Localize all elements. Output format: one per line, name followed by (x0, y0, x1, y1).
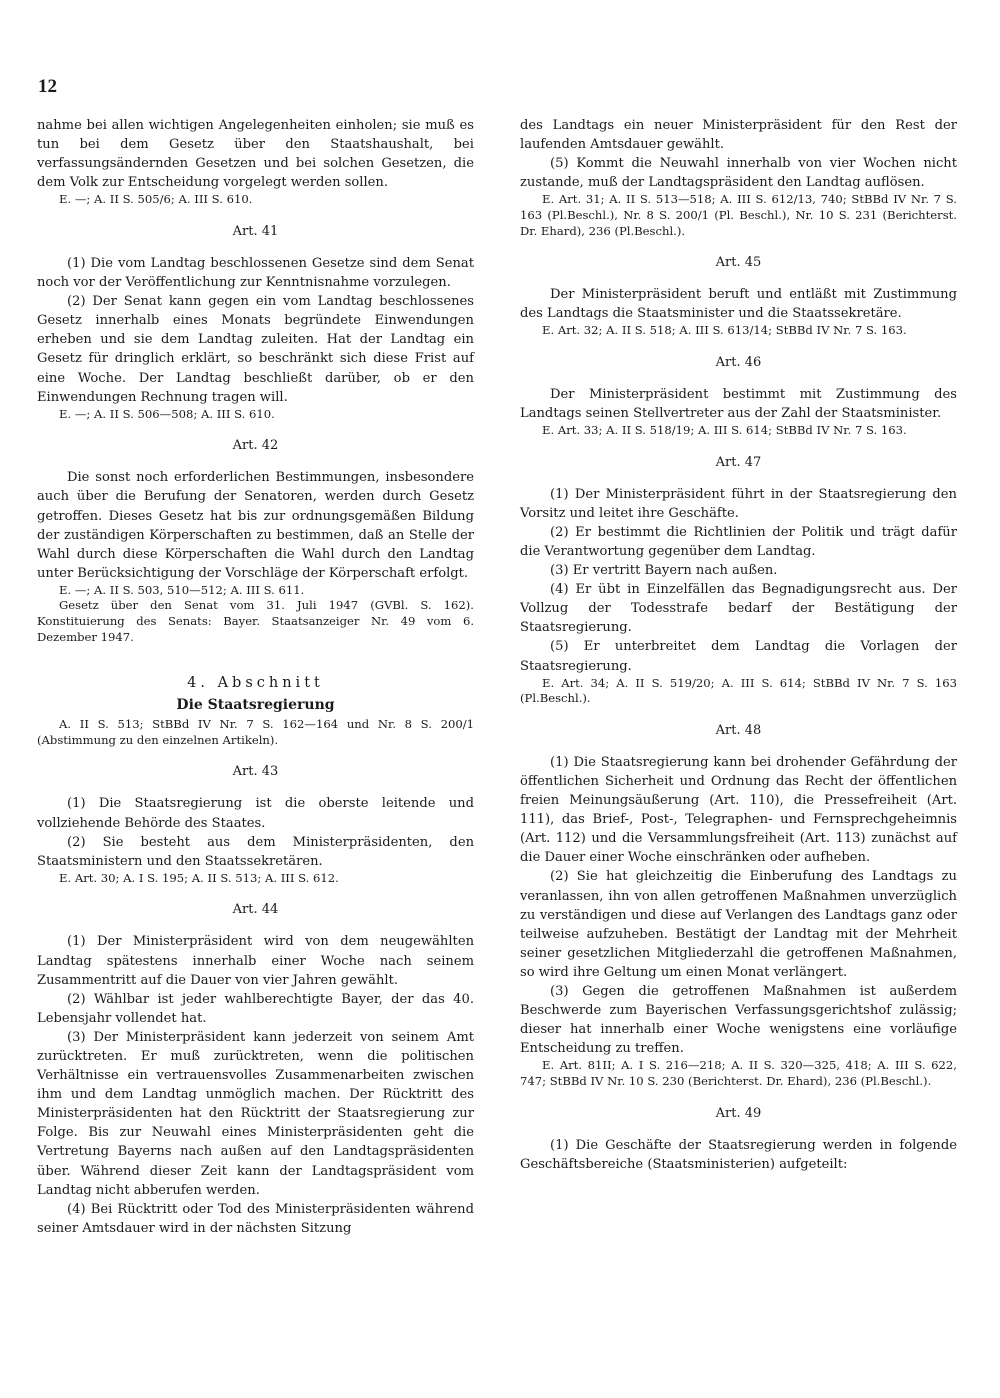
article-44-citation: E. Art. 31; A. II S. 513—518; A. III S. 612/13, 740; StBBd IV Nr. 7 S. 163 (Pl.Beschl.), Nr. 8 S. 200/1 (Pl. Beschl.), Nr. 10 S. 231 (Berichterst. Dr. Ehard), 236 (Pl.Beschl.). (520, 192, 957, 238)
article-46-citation: E. Art. 33; A. II S. 518/19; A. III S. 614; StBBd IV Nr. 7 S. 163. (542, 423, 907, 438)
left-column (37, 116, 474, 1238)
article-41-citation: E. —; A. II S. 506—508; A. III S. 610. (59, 406, 275, 421)
article-44-paragraph-5: (5) Kommt die Neuwahl innerhalb von vier Wochen nicht zustande, muß der Landtagspräsident den Landtag auflösen. (520, 156, 957, 191)
article-41-paragraph-1: (1) Die vom Landtag beschlossenen Gesetze sind dem Senat noch vor der Veröffentlichung zur Kenntnisnahme vorzulegen. (37, 255, 474, 291)
article-heading-46: Art. 46 (715, 354, 762, 370)
article-heading-44: Art. 44 (232, 902, 279, 918)
article-47-paragraph-5: (5) Er unterbreitet dem Landtag die Vorlagen der Staatsregierung. (520, 639, 957, 674)
section-label: 4. Abschnitt (187, 675, 324, 692)
article-heading-42: Art. 42 (232, 438, 279, 454)
article-heading-48: Art. 48 (715, 722, 762, 738)
article-47-paragraph-4: (4) Er übt in Einzelfällen das Begnadigungsrecht aus. Der Vollzug der Todesstrafe bedarf der Bestätigung der Staatsregierung. (520, 582, 957, 636)
paragraph-continuation: des Landtags ein neuer Ministerpräsident für den Rest der laufenden Amtsdauer gewählt. (520, 118, 957, 153)
paragraph-continuation: nahme bei allen wichtigen Angelegenheiten einholen; sie muß es tun bei dem Gesetz über den Staatshaushalt, bei verfassungsändernden Gesetzen und bei solchen Gesetzen, die dem Volk zur Entscheidung vorgelegt werden sollen. (37, 118, 474, 191)
right-column (520, 116, 957, 1174)
article-heading-47: Art. 47 (715, 454, 762, 470)
article-44-paragraph-1: (1) Der Ministerpräsident wird von dem neugewählten Landtag spätestens innerhalb einer Woche nach seinem Zusammentritt auf die Dauer von vier Jahren gewählt. (37, 934, 474, 988)
citation: E. —; A. II S. 505/6; A. III S. 610. (59, 192, 253, 207)
article-48-paragraph-3: (3) Gegen die getroffenen Maßnahmen ist außerdem Beschwerde zum Bayerischen Verfassungsgerichtshof zulässig; dieser hat innerhalb einer Woche wenigstens eine vorläufige Entscheidung zu treffen. (520, 983, 957, 1057)
article-43-citation: E. Art. 30; A. I S. 195; A. II S. 513; A. III S. 612. (59, 870, 339, 885)
article-42-paragraph-1: Die sonst noch erforderlichen Bestimmungen, insbesondere auch über die Berufung der Senatoren, werden durch Gesetz getroffen. Dieses Gesetz hat bis zur ordnungsgemäßen Bildung der zuständigen Körperschaften zu bestimmen, daß an Stelle der Wahl durch diese Körperschaften die Wahl durch den Landtag unter Berücksichtigung der Vorschläge der Körperschaft erfolgt. (37, 470, 474, 581)
article-41-paragraph-2: (2) Der Senat kann gegen ein vom Landtag beschlossenes Gesetz innerhalb eines Monats begründete Einwendungen erheben und sie dem Landtag zuleiten. Hat der Landtag ein Gesetz für dringlich erklärt, so beschränkt sich diese Frist auf eine Woche. Der Landtag beschließt darüber, ob er den Einwendungen Rechnung tragen will. (37, 294, 474, 405)
page-number: 12 (38, 76, 57, 97)
article-heading-45: Art. 45 (715, 255, 762, 271)
article-44-paragraph-3: (3) Der Ministerpräsident kann jederzeit von seinem Amt zurücktreten. Er muß zurücktreten, wenn die politischen Verhältnisse ein vertrauensvolles Zusammenarbeiten zwischen ihm und dem Landtag unmöglich machen. Der Rücktritt des Ministerpräsidenten hat den Rücktritt der Staatsregierung zur Folge. Bis zur Neuwahl eines Ministerpräsidenten geht die Vertretung Bayerns nach außen auf den Landtagspräsidenten über. Während dieser Zeit kann der Landtagspräsident vom Landtag nicht abberufen werden. (37, 1029, 474, 1198)
article-42-note: Gesetz über den Senat vom 31. Juli 1947 (GVBl. S. 162). Konstituierung des Senats: Bayer. Staatsanzeiger Nr. 49 vom 6. Dezember 1947. (37, 598, 474, 644)
article-43-paragraph-1: (1) Die Staatsregierung ist die oberste leitende und vollziehende Behörde des Staates. (37, 796, 474, 831)
section-title: Die Staatsregierung (176, 697, 335, 714)
article-46-paragraph-1: Der Ministerpräsident bestimmt mit Zustimmung des Landtags seinen Stellvertreter aus der Zahl der Staatsminister. (520, 386, 957, 422)
article-45-citation: E. Art. 32; A. II S. 518; A. III S. 613/14; StBBd IV Nr. 7 S. 163. (542, 323, 907, 338)
article-48-citation: E. Art. 81II; A. I S. 216—218; A. II S. 320—325, 418; A. III S. 622, 747; StBBd IV Nr. 10 S. 230 (Berichterst. Dr. Ehard), 236 (Pl.Beschl.). (520, 1058, 957, 1088)
article-47-paragraph-2: (2) Er bestimmt die Richtlinien der Politik und trägt dafür die Verantwortung gegenüber dem Landtag. (520, 524, 957, 559)
article-heading-43: Art. 43 (232, 764, 279, 780)
article-47-paragraph-3: (3) Er vertritt Bayern nach außen. (550, 563, 778, 579)
article-49-paragraph-1: (1) Die Geschäfte der Staatsregierung werden in folgende Geschäftsbereiche (Staatsministerien) aufgeteilt: (520, 1137, 957, 1172)
article-heading-49: Art. 49 (715, 1105, 762, 1121)
article-45-paragraph-1: Der Ministerpräsident beruft und entläßt mit Zustimmung des Landtags die Staatsminister und die Staatssekretäre. (520, 287, 957, 322)
article-47-citation: E. Art. 34; A. II S. 519/20; A. III S. 614; StBBd IV Nr. 7 S. 163 (Pl.Beschl.). (520, 675, 957, 706)
article-48-paragraph-1: (1) Die Staatsregierung kann bei drohender Gefährdung der öffentlichen Sicherheit und Ordnung das Recht der öffentlichen freien Meinungsäußerung (Art. 110), die Pressefreiheit (Art. 111), das Brief-, Post-, Telegraphen- und Fernsprechgeheimnis (Art. 112) und die Versammlungsfreiheit (Art. 113) zunächst auf die Dauer einer Woche einschränken oder aufheben. (520, 754, 957, 866)
article-44-paragraph-4: (4) Bei Rücktritt oder Tod des Ministerpräsidenten während seiner Amtsdauer wird in der nächsten Sitzung (37, 1201, 474, 1236)
section-citation: A. II S. 513; StBBd IV Nr. 7 S. 162—164 und Nr. 8 S. 200/1 (Abstimmung zu den einzelnen Artikeln). (37, 717, 474, 747)
article-48-paragraph-2: (2) Sie hat gleichzeitig die Einberufung des Landtags zu veranlassen, ihn von allen getroffenen Maßnahmen unverzüglich zu verständigen und diese auf Verlangen des Landtags ganz oder teilweise aufzuheben. Bestätigt der Landtag mit der Mehrheit seiner gesetzlichen Mitgliederzahl die getroffenen Maßnahmen, so wird ihre Geltung um einen Monat verlängert. (520, 869, 957, 980)
article-42-citation: E. —; A. II S. 503, 510—512; A. III S. 611. (59, 582, 305, 597)
article-44-paragraph-2: (2) Wählbar ist jeder wahlberechtigte Bayer, der das 40. Lebensjahr vollendet hat. (37, 991, 474, 1026)
article-heading-41: Art. 41 (232, 223, 279, 239)
article-47-paragraph-1: (1) Der Ministerpräsident führt in der Staatsregierung den Vorsitz und leitet ihre Geschäfte. (520, 486, 957, 521)
article-43-paragraph-2: (2) Sie besteht aus dem Ministerpräsidenten, den Staatsministern und den Staatssekretären. (37, 834, 474, 869)
